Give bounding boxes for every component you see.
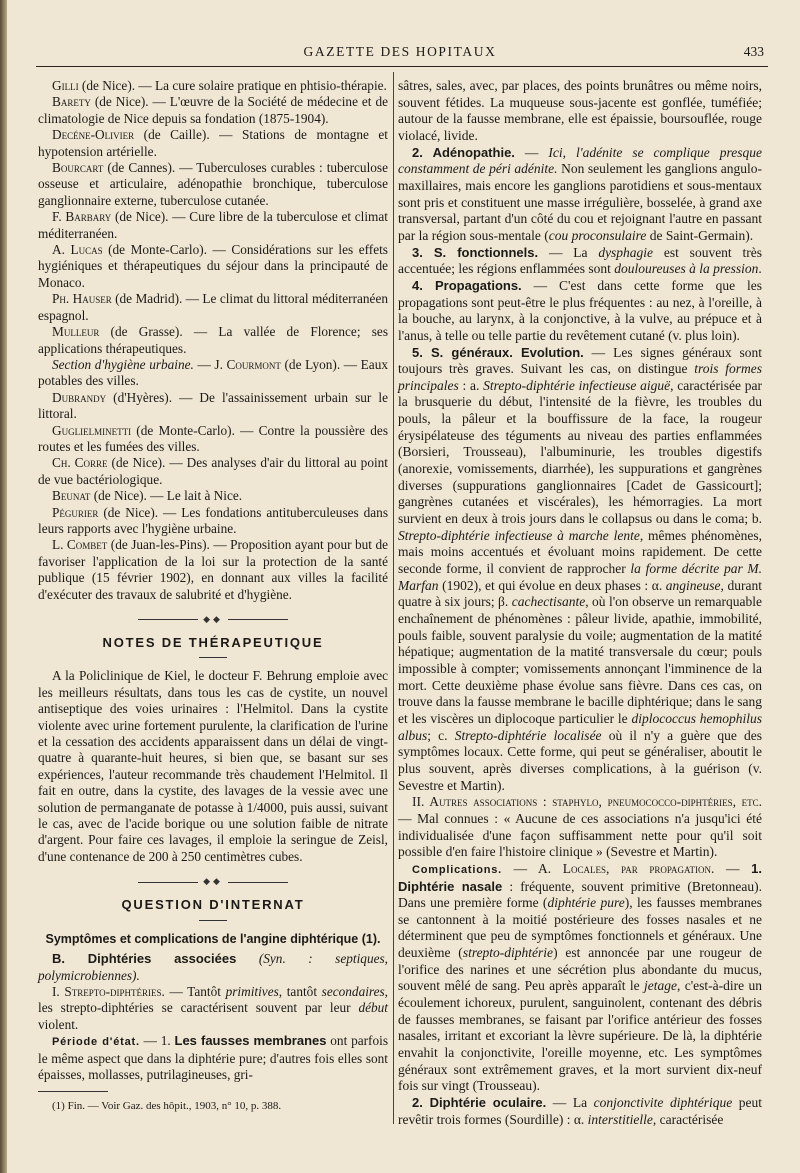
reference-author: L. Combet [52,537,108,553]
text-run: : fréquente, souvent primitive (Bretonneau). Dans une première forme ( [398,878,762,911]
reference-item [38,127,388,160]
page-binding-edge [0,0,7,1173]
bold-run: 2. Diphtérie oculaire. [412,1095,547,1111]
italic-run: Ici, l'adénite se complique presque constamment de péri adénite. [398,144,763,177]
italic-run: cou proconsulaire [548,227,647,243]
italic-run: douloureuses à la pression [614,261,759,277]
section-rule [199,920,227,921]
text-run: , caractérisée [652,1111,724,1127]
reference-text: (d'Hyères). — De l'assainissement urbain sur le littoral. [38,389,388,422]
reference-text: (de Caille). — Stations de montagne et hypotension artérielle. [38,127,388,159]
italic-run: jetage [643,978,677,994]
text-run: , les strepto-diphtéries se caractérisent souvent par leur [38,983,388,1016]
reference-text: (de Grasse). — La vallée de Florence; ses applications thérapeutiques. [38,324,388,356]
text-run: , durant quatre à six jours; β. [398,577,762,610]
bold-run: 3. S. fonctionnels. [412,244,539,260]
text-run: — C'est dans cette forme que les propagations sont peut-être le plus fréquentes : au nez, à l'oreille, à la bouche, au larynx, à la conjonctive, à la vulve, au prépuce et à l'anus, à telle ou telle partie du revêtement cutané (v. plus loin). [398,277,762,343]
reference-item [38,324,388,357]
reference-author: Guglielminetti [52,422,132,438]
bold-run: Les fausses membranes [174,1033,327,1049]
reference-text: (de Cannes). — Tuberculoses curables : tuberculose osseuse et articulaire, adénopathie bronchique, tuberculose ganglionnaire externe, tuberculose cutanée. [38,160,388,208]
section-hygiene-label: Section d'hygiène urbaine. [52,356,194,372]
text-run: , tantôt [278,983,322,999]
text-run: : a. [458,377,484,393]
text-run: où il n'y a guère que des symptômes locaux. Cette forme, qui peut se généraliser, aboutit le plus souvent, après diverses complications, à la guérison (v. Sevestre et Martin). [398,727,762,793]
reference-author: Beunat [52,488,91,504]
text-run: , c'est-à-dire un écoulement ichoreux, purulent, sanguinolent, contenant des débris de fausses membranes, se faisant par l'orifice antérieur des fosses nasales, irritant et excoriant la lèvre supérieure. De là, la diphtérie envahit la conjonctivite, l'oreille moyenne, etc. Les symptômes généraux sont extrêmement graves, et la mort survient dix-neuf fois sur vingt (Trousseau). [398,978,762,1094]
reference-text: (de Lyon). — Eaux potables des villes. [38,356,389,389]
reference-author: Bourcart [52,160,104,176]
text-run: ) est annoncée par une rougeur de l'orifice des narines et une sécrétion plus abondante du mucus, souvent mêlé de sang. Peu après apparaît le [398,945,762,994]
smallcaps-run: Locales, par propagation. [562,860,715,876]
reference-text: (de Nice). — Des analyses d'air du littoral au point de vue bactériologique. [38,455,389,487]
section-ornament: ◆◆ [38,611,388,625]
b-label: B. Diphtéries associées [52,951,237,967]
article-subtitle: Symptômes et complications de l'angine diphtérique (1). [45,931,381,946]
reference-author: Barety [52,94,91,110]
italic-run: début [358,1000,388,1016]
reference-text: (de Nice). — Cure libre de la tuberculose et climat méditerranéen. [38,209,388,241]
text-run: — A. [502,860,563,876]
italic-run: trois formes principales [398,361,762,393]
reference-text: (de Madrid). — Le climat du littoral méditerranéen espagnol. [38,291,388,323]
reference-item [38,94,388,127]
reference-author: Ph. Hauser [52,291,112,307]
text-run: de Saint-Germain). [646,227,754,243]
reference-author: Pégurier [52,504,99,520]
paragraph-propagations [398,278,762,345]
italic-run: angineuse [665,577,721,593]
bold-run: 4. Propagations. [412,277,522,293]
footnote-rule [38,1091,108,1092]
reference-text: (de Monte-Carlo). — Contre la poussière des routes et les fumées des villes. [38,422,388,454]
periode-paragraph [38,1033,388,1083]
notes-paragraph: A la Policlinique de Kiel, le docteur F. Behrung emploie avec les meilleurs résultats, dans tous les cas de cystite, un nouvel antiseptique des voies urinaires : l'Helmitol. Dans la cystite violente avec urine fortement purulente, la clarification de l'urine et la cessation des accidents apparaissent dans un délai de vingt-quatre à quarante-huit heures, si bien que, se basant sur ses expériences, l'auteur recommande très chaudement l'Helmitol. Il fait en outre, dans la cystite, des lavages de la vessie avec une solution de permanganate de potasse à 1/4000, puis aussi, suivant le cas, avec de l'acide borique ou une solution faible de nitrate d'argent. Pour faire ces lavages, il emploie la seringue de Zeisl, d'une contenance de 200 à 250 centimètres cubes. [38,668,388,864]
text-run: . [758,261,762,277]
italic-run: diplococcus hemophilus albus [398,710,762,743]
reference-item [38,537,388,603]
reference-item [38,488,388,504]
reference-item [38,423,388,456]
reference-author: Mulleur [52,324,100,340]
question-title: QUESTION D'INTERNAT [121,897,305,913]
reference-author: Decéne-Olivier [52,127,135,143]
reference-text: (de Nice). — Le lait à Nice. [90,488,243,504]
reference-text: (de Nice). — L'œuvre de la Société de médecine et de climatologie de Nice depuis sa fondation (1875-1904). [38,94,388,126]
paragraph-autres-associations [398,794,762,861]
text-run: , caractérisée par la brusquerie du début, l'intensité de la fièvre, les troubles du pouls, la pâleur et la bouffissure de la face, la rougeur érysipélateuse des téguments au niveau des parties enflammées (Borsieri, Trousseau), l'albuminurie, les troubles digestifs (anorexie, vomissements, diarrhée), les suppurations et gangrènes diverses (suppurations ganglionnaires [Cadet de Gassicourt]; gangrènes cutanées et viscérales), les hémorragies. La mort survient en deux à trois jours dans le collapsus ou dans le coma; b. [398,377,762,527]
bold-run: 5. S. généraux. Evolution. [412,344,584,360]
text-run: ont parfois le même aspect que dans la diphtérie pure; d'autres fois elles sont épaisses, mollasses, putrilagineuses, gri- [38,1033,388,1082]
reference-list-2 [38,390,388,603]
text-run: est souvent très accentuée; les régions enflammées sont [398,244,762,277]
text-run: ; c. [427,727,455,743]
text-run: — La [538,244,599,260]
text-run: ), les fausses membranes se cantonnent à la moitié postérieure des fosses nasales et ne déterminent que peu de symptômes fonctionnels et généraux. Une deuxième ( [398,895,762,961]
text-run: violent. [38,1016,79,1032]
text-run: peut revêtir trois formes (Sourdille) : α. [398,1095,763,1127]
reference-author: A. Lucas [52,242,103,258]
page-number: 433 [743,44,764,59]
periode-label: Période d'état. [52,1036,140,1049]
running-title: GAZETTE DES HOPITAUX [303,44,497,59]
associated-diphteria-paragraph [38,951,388,984]
page-header [30,44,770,64]
b-synonyms: (Syn. : septiques, polymicrobiennes). [38,951,388,983]
italic-run: interstitielle [587,1111,653,1127]
reference-item [38,455,388,488]
reference-text: (de Nice). — La cure solaire pratique en phtisio-thérapie. [78,78,387,93]
reference-text: (de Juan-les-Pins). — Proposition ayant pour but de favoriser l'application de la loi sur la protection de la santé publique (15 février 1902), en donnant aux villes la facilité d'exécuter des travaux de salubrité et d'hygiène. [38,537,389,602]
reference-author: J. Courmont [214,356,281,372]
paragraph-oculaire [398,1095,762,1128]
reference-list [38,78,388,357]
reference-author: F. Barbary [52,209,112,225]
header-rule [36,66,768,67]
text-run: — [714,860,752,876]
right-column [398,78,762,1128]
text-run: — Tantôt [164,983,226,999]
text-run: , où l'on observe un remarquable enchaînement de phénomènes : pâleur livide, apathie, immobilité, pouls faible, souvent paralysie du voile; augmentation de la matité hépatique; augmentation de la matité transversale du cœur; pouls impossible à compter; vomissements annonçant l'imminence de la mort. Cette deuxième phase évolue sans fièvre. Dans ces cas, on trouve dans la fausse membrane le bacille diphtérique; dans le sang et les viscères un diplocoque particulier le [398,594,762,726]
smallcaps-run: II. Autres associations : staphylo, pneumococco-diphtéries, etc. [412,794,762,810]
italic-run: secondaires [321,983,385,999]
notes-title: NOTES DE THÉRAPEUTIQUE [102,635,324,650]
left-column [38,78,388,1115]
reference-item [38,291,388,324]
complications-label: Complications. [412,863,503,876]
paragraph-membranes-continued: sâtres, sales, avec, par places, des points brunâtres ou même noirs, souvent fétides. La muqueuse sous-jacente est gonflée, tuméfiée; autour de la fausse membrane, elle est épaissie, boursouflée, rouge violacé, livide. [398,78,762,143]
text-run: (1902), et qui évolue en deux phases : α. [438,577,666,593]
footnote: (1) Fin. — Voir Gaz. des hôpit., 1903, n° 10, p. 388. [52,1100,282,1113]
section-ornament: ◆◆ [38,873,388,887]
italic-run: Strepto-diphtérie infectieuse à marche lente [398,527,640,543]
reference-item [38,209,388,242]
text-run: — Les signes généraux sont toujours très graves. Suivant les cas, on distingue [398,344,763,377]
reference-item [38,505,388,538]
strepto-label: I. Strepto-diphtéries. [52,983,165,999]
italic-run: dysphagie [598,244,654,260]
text-run: , mêmes phénomènes, mais moins accentués et évoluant moins rapidement. De cette seconde forme, il convient de rapprocher [398,527,762,577]
italic-run: la forme décrite par M. Marfan [398,561,763,593]
text-run: — La [546,1095,594,1111]
bold-run: 1. Diphtérie nasale [398,860,762,894]
text-run: Non seulement les ganglions angulo-maxillaires, mais encore les ganglions parotidiens et sous-mentaux sont pris et constituent une masse irrégulière, bosselée, à grand axe transversal, partant d'un côté du cou et rejoignant l'autre en passant par la région sous-mentale ( [398,161,763,243]
reference-item [38,78,388,94]
italic-run: conjonctivite diphtérique [593,1095,733,1111]
reference-item [38,390,388,423]
italic-run: Strepto-diphtérie localisée [454,727,602,743]
italic-run: diphtérie pure [547,895,625,911]
text-run: — 1. [139,1033,175,1049]
text-run: — Mal connues : « Aucune de ces associations n'a jusqu'ici été individualisée d'une façon suffisamment nette pour qu'il soit possible d'en faire l'histoire clinique » (Sevestre et Martin). [398,810,762,860]
hygiene-reference: Section d'hygiène urbaine. — J. Courmont (de Lyon). — Eaux potables des villes. [38,356,389,389]
strepto-paragraph [38,984,388,1033]
reference-author: Ch. Corre [52,455,108,471]
reference-author: Gilli [52,78,79,93]
italic-run: Strepto-diphtérie infectieuse aiguë [483,377,671,393]
italic-run: cachectisante [511,594,586,610]
paragraph-adenopathie: 2. Adénopathie. — Ici, l'adénite se complique presque constamment de péri adénite. Non seulement les ganglions angulo-maxillaires, mais encore les ganglions parotidiens et sous-mentaux sont pris et constituent une masse irrégulière, bosselée, à grand axe transversal, partant d'un côté du cou et rejoignant l'autre en passant par la région sous-mentale (cou proconsulaire de Saint-Germain). [398,144,763,243]
reference-author: Dubrandy [52,389,107,405]
column-divider [393,72,394,1124]
italic-run: primitives [225,983,279,999]
paragraph-generaux [398,345,762,795]
reference-item [38,160,388,209]
section-rule [199,657,227,658]
paragraph-complications [398,861,762,1095]
reference-item [38,242,388,291]
reference-text: (de Nice). — Les fondations antituberculeuses dans leurs rapports avec l'hygiène urbaine. [38,504,388,536]
italic-run: strepto-diphtérie [462,945,554,961]
reference-text: (de Monte-Carlo). — Considérations sur les effets hygiéniques et thérapeutiques du séjour dans la principauté de Monaco. [38,242,388,290]
bold-run: 2. Adénopathie. [412,144,515,160]
paragraph-fonctionnels [398,245,762,278]
